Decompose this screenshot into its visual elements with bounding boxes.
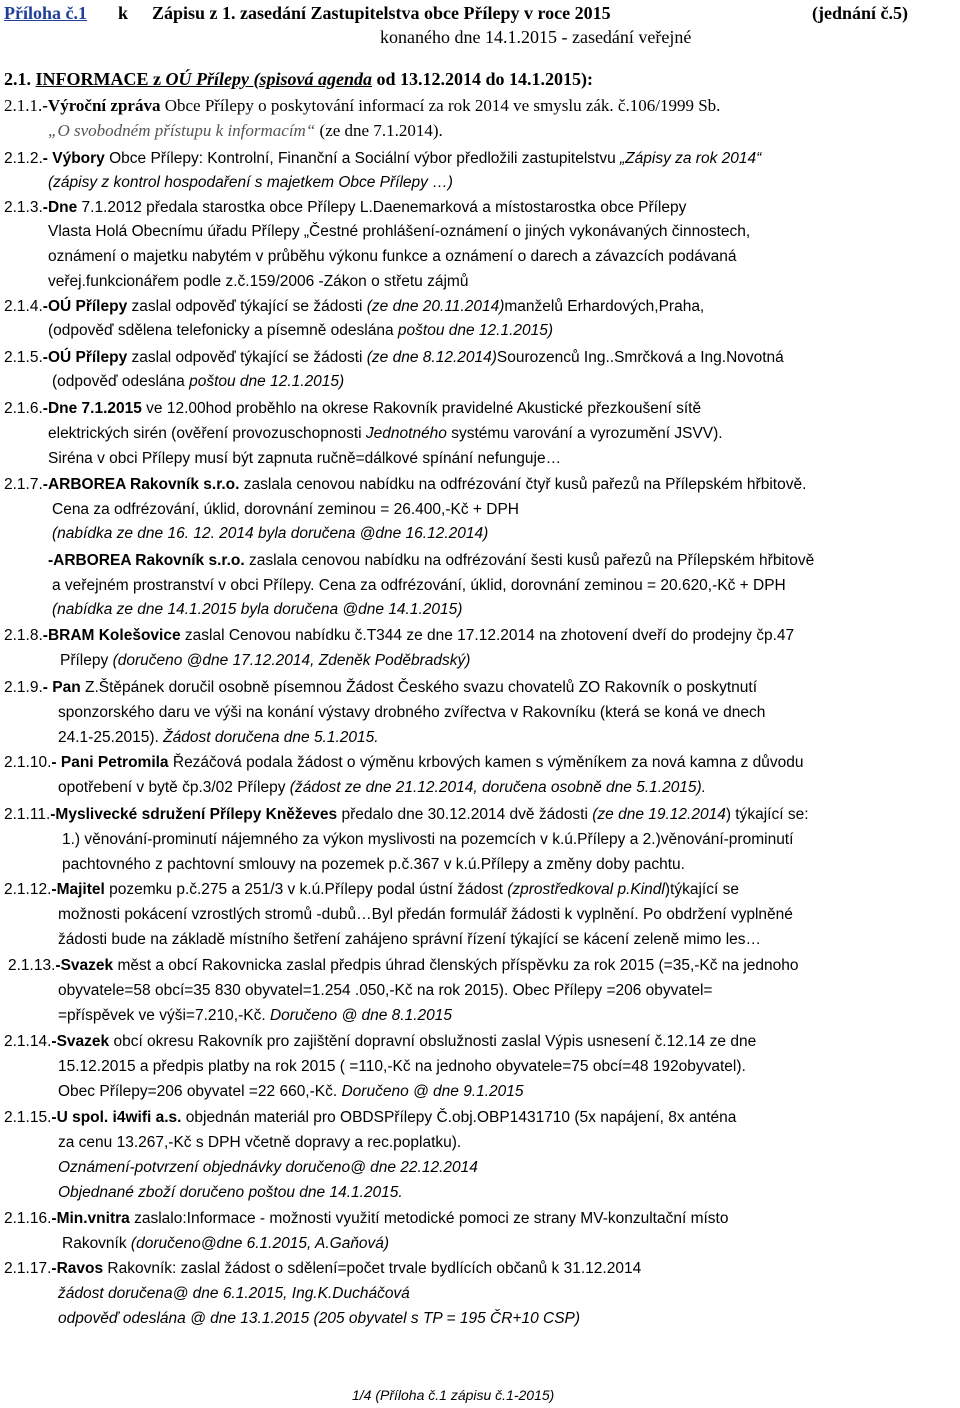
item-text: žádosti bude na základě místního šetření zahájeno správní řízení týkající se kácení zeleně mimo les… bbox=[58, 931, 762, 948]
item-2-1-5-line2 bbox=[0, 371, 960, 393]
item-2-1-1 bbox=[0, 95, 960, 117]
item-lead: -Svazek bbox=[51, 1033, 110, 1050]
item-lead: - Pan bbox=[42, 679, 81, 696]
item-text: Sourozenců Ing..Smrčková a Ing.Novotná bbox=[496, 349, 784, 366]
item-text: ve 12.00hod proběhlo na okrese Rakovník pravidelné Akustické přezkoušení sítě bbox=[141, 400, 702, 417]
item-text: Řezáčová podala žádost o výměnu krbových kamen s výměníkem za nová kamna z důvodu bbox=[168, 754, 804, 771]
item-text: Rakovník: zaslal žádost o sdělení=počet trvale bydlících občanů k 31.12.2014 bbox=[103, 1260, 642, 1277]
item-2-1-9-line2 bbox=[0, 702, 960, 724]
item-lead: -BRAM Kolešovice bbox=[42, 627, 181, 644]
item-text: Přílepy bbox=[60, 652, 113, 669]
item-lead: -Min.vnitra bbox=[51, 1210, 130, 1227]
item-text-italic: Jednotného bbox=[365, 425, 447, 442]
item-text: měst a obcí Rakovnicka zaslal předpis úhrad členských příspěvku za rok 2015 (=35,-Kč na jednoho bbox=[113, 957, 799, 974]
item-2-1-6-line2 bbox=[0, 423, 960, 445]
item-2-1-16-line2 bbox=[0, 1233, 960, 1255]
item-2-1-2 bbox=[0, 148, 960, 170]
item-2-1-11-line2 bbox=[0, 829, 960, 851]
item-number: 2.1.12. bbox=[4, 881, 52, 898]
item-2-1-3-line3 bbox=[0, 246, 960, 268]
item-text-italic: poštou dne 12.1.2015) bbox=[397, 322, 554, 339]
item-2-1-15-line3 bbox=[0, 1157, 960, 1179]
section-title-office: OÚ Přílepy bbox=[165, 69, 249, 89]
item-text-italic: (doručeno @dne 17.12.2014, Zdeněk Poděbradský) bbox=[112, 652, 471, 669]
item-text-italic: žádost doručena@ dne 6.1.2015, Ing.K.Ducháčová bbox=[58, 1285, 410, 1302]
item-lead: -U spol. i4wifi a.s. bbox=[51, 1109, 182, 1126]
item-2-1-12 bbox=[0, 879, 960, 901]
header-line-2 bbox=[0, 26, 960, 48]
item-text: 24.1-25.2015). bbox=[58, 729, 164, 746]
item-number: 2.1.13. bbox=[8, 957, 56, 974]
item-lead: -Dne bbox=[42, 199, 78, 216]
item-number: 2.1.15. bbox=[4, 1109, 52, 1126]
item-2-1-9 bbox=[0, 677, 960, 699]
item-text-italic: (nabídka ze dne 14.1.2015 byla doručena @dne 14.1.2015) bbox=[52, 601, 463, 618]
section-title-part1: INFORMACE z bbox=[35, 69, 166, 89]
item-text: (odpověď odeslána bbox=[52, 373, 190, 390]
item-2-1-4-line2 bbox=[0, 320, 960, 342]
header-line-1 bbox=[0, 2, 960, 24]
item-number: 2.1.1. bbox=[4, 96, 43, 115]
item-lead: -OÚ Přílepy bbox=[42, 298, 128, 315]
item-number: 2.1.9. bbox=[4, 679, 43, 696]
item-text: systému varování a vyrozumění JSVV). bbox=[446, 425, 723, 442]
item-text-italic: (ze dne 8.12.2014) bbox=[366, 349, 497, 366]
item-text-italic: Doručeno @ dne 9.1.2015 bbox=[341, 1083, 524, 1100]
item-2-1-7-line2 bbox=[0, 499, 960, 521]
item-number: 2.1.6. bbox=[4, 400, 43, 417]
item-text-italic: (zprostředkoval p.Kindl bbox=[507, 881, 665, 898]
item-text: objednán materiál pro OBDSPřílepy Č.obj.OBP1431710 (5x napájení, 8x anténa bbox=[181, 1109, 737, 1126]
item-text: elektrických sirén (ověření provozuschopnosti bbox=[48, 425, 366, 442]
item-2-1-4 bbox=[0, 296, 960, 318]
item-text: manželů Erhardových,Praha, bbox=[504, 298, 705, 315]
item-2-1-15 bbox=[0, 1107, 960, 1129]
item-2-1-17 bbox=[0, 1258, 960, 1280]
page-footer-text: 1/4 (Příloha č.1 zápisu č.1-2015) bbox=[352, 1387, 555, 1403]
item-text: 1.) věnování-prominutí nájemného za výkon myslivosti na pozemcích v k.ú.Přílepy a 2.)věnování-prominutí bbox=[62, 831, 794, 848]
item-text: zaslal odpověď týkající se žádosti bbox=[127, 349, 367, 366]
item-text: zaslala cenovou nabídku na odfrézování čtyř kusů pařezů na Přílepském hřbitově. bbox=[239, 476, 807, 493]
item-2-1-11 bbox=[0, 804, 960, 826]
item-text: =příspěvek ve výši=7.210,-Kč. bbox=[58, 1007, 270, 1024]
document-title: Zápisu z 1. zasedání Zastupitelstva obce Přílepy v roce 2015 bbox=[152, 3, 611, 23]
item-text: Vlasta Holá Obecnímu úřadu Přílepy „Čestné prohlášení-oznámení o jiných vykonávaných činnostech, bbox=[48, 223, 751, 240]
item-2-1-7-line3 bbox=[0, 523, 960, 545]
item-2-1-5 bbox=[0, 347, 960, 369]
item-2-1-12-line3 bbox=[0, 929, 960, 951]
item-2-1-14 bbox=[0, 1031, 960, 1053]
item-text-italic: Objednané zboží doručeno poštou dne 14.1.2015. bbox=[58, 1184, 403, 1201]
item-text-italic: Žádost doručena dne 5.1.2015. bbox=[163, 729, 379, 746]
item-2-1-1-line2 bbox=[0, 120, 960, 142]
item-text: (zápisy z kontrol hospodaření s majetkem Obce Přílepy …) bbox=[48, 174, 453, 191]
item-lead: - Výbory bbox=[42, 150, 105, 167]
item-lead: - Pani Petromila bbox=[51, 754, 169, 771]
item-lead: -ARBOREA Rakovník s.r.o. bbox=[48, 552, 245, 569]
item-2-1-14-line3 bbox=[0, 1081, 960, 1103]
item-lead: -OÚ Přílepy bbox=[42, 349, 128, 366]
page-footer bbox=[0, 1384, 960, 1406]
item-text: Obce Přílepy o poskytování informací za rok 2014 ve smyslu zák. č.106/1999 Sb. bbox=[160, 96, 721, 115]
item-text: sponzorského daru ve výši na konání výstavy drobného zvířectva v Rakovníku (která se koná ve dnech bbox=[58, 704, 766, 721]
item-lead: -Dne 7.1.2015 bbox=[42, 400, 142, 417]
item-text: Siréna v obci Přílepy musí být zapnuta ručně=dálkové spínání nefunguje… bbox=[48, 450, 562, 467]
item-2-1-15-line2 bbox=[0, 1132, 960, 1154]
item-2-1-17-line3 bbox=[0, 1308, 960, 1330]
item-2-1-13 bbox=[0, 955, 960, 977]
item-text: pachtovného z pachtovní smlouvy na pozemek p.č.367 v k.ú.Přílepy a změny doby pachtu. bbox=[62, 856, 685, 873]
item-number: 2.1.10. bbox=[4, 754, 52, 771]
section-heading bbox=[0, 68, 960, 90]
item-text-italic: (ze dne 19.12.2014 bbox=[592, 806, 726, 823]
item-lead: -Majitel bbox=[51, 881, 105, 898]
item-number: 2.1.17. bbox=[4, 1260, 52, 1277]
item-number: 2.1.14. bbox=[4, 1033, 52, 1050]
item-text: (odpověď sdělena telefonicky a písemně odeslána bbox=[48, 322, 398, 339]
item-2-1-13-line2 bbox=[0, 980, 960, 1002]
item-text: oznámení o majetku nabytém v průběhu výkonu funkce a oznámení o darech a závazcích podávaná bbox=[48, 248, 737, 265]
item-text: zaslal Cenovou nabídku č.T344 ze dne 17.12.2014 na zhotovení dveří do prodejny čp.47 bbox=[180, 627, 795, 644]
item-number: 2.1.5. bbox=[4, 349, 43, 366]
item-2-1-2-line2 bbox=[0, 172, 960, 194]
item-text-italic: (žádost ze dne 21.12.2014, doručena osobně dne 5.1.2015). bbox=[289, 779, 707, 796]
item-lead: -Ravos bbox=[51, 1260, 104, 1277]
item-text: možnosti pokácení vzrostlých stromů -dubů…Byl předán formulář žádosti k vyplnění. Po obdržení vyplněné bbox=[58, 906, 793, 923]
item-text: obyvatele=58 obcí=35 830 obyvatel=1.254 .050,-Kč na rok 2015). Obec Přílepy =206 obyvatel= bbox=[58, 982, 713, 999]
item-text-italic: Doručeno @ dne 8.1.2015 bbox=[269, 1007, 452, 1024]
item-2-1-13-line3 bbox=[0, 1005, 960, 1027]
item-2-1-12-line2 bbox=[0, 904, 960, 926]
item-text-italic: (ze dne 20.11.2014) bbox=[366, 298, 505, 315]
item-2-1-9-line3 bbox=[0, 727, 960, 749]
item-text: Cena za odfrézování, úklid, dorovnání zeminou = 26.400,-Kč + DPH bbox=[52, 501, 519, 518]
item-2-1-8 bbox=[0, 625, 960, 647]
item-text: předalo dne 30.12.2014 dvě žádosti bbox=[337, 806, 593, 823]
item-2-1-15-line4 bbox=[0, 1182, 960, 1204]
item-2-1-6-line3 bbox=[0, 448, 960, 470]
item-text: opotřebení v bytě čp.3/02 Přílepy bbox=[58, 779, 290, 796]
item-text: a veřejném prostranství v obci Přílepy. Cena za odfrézování, úklid, dorovnání zeminou = 20.620,-Kč + DPH bbox=[52, 577, 786, 594]
item-text: obcí okresu Rakovník pro zajištění dopravní obslužnosti zaslal Výpis usnesení č.12.14 ze dne bbox=[109, 1033, 757, 1050]
item-number: 2.1.16. bbox=[4, 1210, 52, 1227]
item-lead: -Výroční zpráva bbox=[42, 96, 161, 115]
item-number: 2.1.11. bbox=[4, 806, 51, 823]
item-text-italic: (doručeno@dne 6.1.2015, A.Gaňová) bbox=[130, 1235, 390, 1252]
item-lead: -ARBOREA Rakovník s.r.o. bbox=[42, 476, 240, 493]
item-number: 2.1.3. bbox=[4, 199, 43, 216]
item-text: Obec Přílepy=206 obyvatel =22 660,-Kč. bbox=[58, 1083, 342, 1100]
section-title-dates: od 13.12.2014 do 14.1.2015): bbox=[371, 69, 593, 89]
item-2-1-16 bbox=[0, 1208, 960, 1230]
item-text: ) týkající se: bbox=[725, 806, 809, 823]
item-2-1-3 bbox=[0, 197, 960, 219]
section-number: 2.1. bbox=[4, 69, 36, 89]
item-text: )týkající se bbox=[664, 881, 739, 898]
item-text: 7.1.2012 předala starostka obce Přílepy L.Daenemarková a místostarostka obce Přílepy bbox=[77, 199, 687, 216]
item-text: zaslalo:Informace - možnosti využití metodické pomoci ze strany MV-konzultační místo bbox=[129, 1210, 729, 1227]
item-lead: -Myslivecké sdružení Přílepy Kněževes bbox=[50, 806, 338, 823]
item-2-1-7-line5 bbox=[0, 575, 960, 597]
item-text: (ze dne 7.1.2014). bbox=[315, 121, 443, 140]
item-number: 2.1.8. bbox=[4, 627, 43, 644]
item-text-italic: „Zápisy za rok 2014“ bbox=[620, 150, 762, 167]
item-2-1-6 bbox=[0, 398, 960, 420]
item-2-1-10 bbox=[0, 752, 960, 774]
item-text: Rakovník bbox=[62, 1235, 131, 1252]
item-2-1-7-line6 bbox=[0, 599, 960, 621]
item-text: zaslal odpověď týkající se žádosti bbox=[127, 298, 367, 315]
attachment-label: Příloha č.1 bbox=[4, 3, 87, 23]
item-text: veřej.funkcionářem podle z.č.159/2006 -Zákon o střetu zájmů bbox=[48, 273, 469, 290]
law-title: „O svobodném přístupu k informacím“ bbox=[48, 121, 316, 140]
item-lead: -Svazek bbox=[55, 957, 114, 974]
item-text: Obce Přílepy: Kontrolní, Finanční a Sociální výbor předložili zastupitelstvu bbox=[104, 150, 620, 167]
meeting-number: (jednání č.5) bbox=[812, 3, 908, 23]
item-2-1-7-line4 bbox=[0, 550, 960, 572]
item-text-italic: poštou dne 12.1.2015) bbox=[189, 373, 345, 390]
item-2-1-10-line2 bbox=[0, 777, 960, 799]
item-text: 15.12.2015 a předpis platby na rok 2015 ( =110,-Kč na jednoho obyvatele=75 obcí=48 192obyvatel). bbox=[58, 1058, 746, 1075]
item-2-1-3-line2 bbox=[0, 221, 960, 243]
document-subtitle: konaného dne 14.1.2015 - zasedání veřejné bbox=[380, 27, 692, 47]
item-2-1-11-line3 bbox=[0, 854, 960, 876]
item-text: pozemku p.č.275 a 251/3 v k.ú.Přílepy podal ústní žádost bbox=[104, 881, 508, 898]
item-text: Z.Štěpánek doručil osobně písemnou Žádost Českého svazu chovatelů ZO Rakovník o poskytnutí bbox=[80, 679, 758, 696]
k-label: k bbox=[118, 3, 129, 23]
item-number: 2.1.7. bbox=[4, 476, 43, 493]
item-2-1-8-line2 bbox=[0, 650, 960, 672]
item-text: zaslala cenovou nabídku na odfrézování šesti kusů pařezů na Přílepském hřbitově bbox=[244, 552, 815, 569]
item-number: 2.1.2. bbox=[4, 150, 43, 167]
item-text-italic: Oznámení-potvrzení objednávky doručeno@ dne 22.12.2014 bbox=[58, 1159, 478, 1176]
section-title-part3: (spisová agenda bbox=[248, 69, 372, 89]
item-2-1-17-line2 bbox=[0, 1283, 960, 1305]
item-text: za cenu 13.267,-Kč s DPH včetně dopravy a rec.poplatku). bbox=[58, 1134, 462, 1151]
item-2-1-3-line4 bbox=[0, 271, 960, 293]
item-text-italic: (nabídka ze dne 16. 12. 2014 byla doručena @dne 16.12.2014) bbox=[52, 525, 489, 542]
item-2-1-7 bbox=[0, 474, 960, 496]
item-text-italic: odpověď odeslána @ dne 13.1.2015 (205 obyvatel s TP = 195 ČR+10 CSP) bbox=[58, 1310, 581, 1327]
item-number: 2.1.4. bbox=[4, 298, 43, 315]
item-2-1-14-line2 bbox=[0, 1056, 960, 1078]
